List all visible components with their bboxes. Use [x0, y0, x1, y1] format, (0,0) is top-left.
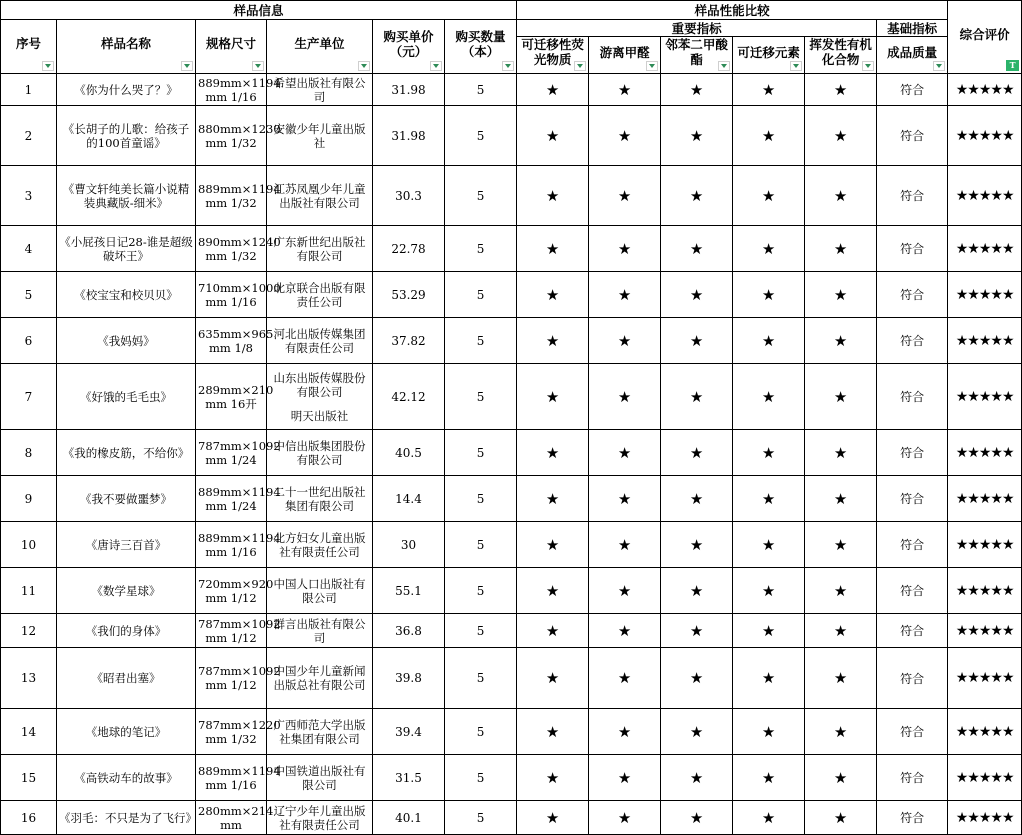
cell-phthalate-star[interactable]: ★ — [661, 614, 733, 648]
table-row[interactable] — [1, 568, 1022, 614]
cell-size[interactable]: 787mm×1092 mm 1/12 — [196, 614, 267, 648]
cell-size[interactable]: 890mm×1240 mm 1/32 — [196, 226, 267, 272]
cell-rating-stars[interactable]: ★★★★★ — [948, 755, 1022, 801]
cell-voc-star[interactable]: ★ — [805, 614, 877, 648]
cell-rating-stars[interactable]: ★★★★★ — [948, 568, 1022, 614]
cell-qty[interactable]: 5 — [445, 568, 517, 614]
cell-size[interactable]: 889mm×1194 mm 1/16 — [196, 755, 267, 801]
cell-size[interactable]: 710mm×1000 mm 1/16 — [196, 272, 267, 318]
cell-seq[interactable]: 6 — [1, 318, 57, 364]
cell-qty[interactable]: 5 — [445, 614, 517, 648]
cell-qty[interactable]: 5 — [445, 364, 517, 430]
cell-seq[interactable]: 16 — [1, 801, 57, 835]
cell-migrate-star[interactable]: ★ — [733, 272, 805, 318]
table-row[interactable] — [1, 709, 1022, 755]
cell-price[interactable]: 36.8 — [373, 614, 445, 648]
cell-migrate-star[interactable]: ★ — [733, 226, 805, 272]
cell-size[interactable]: 880mm×1230 mm 1/32 — [196, 106, 267, 166]
cell-price[interactable]: 31.5 — [373, 755, 445, 801]
cell-name[interactable]: 《我的橡皮筋，不给你》 — [57, 430, 196, 476]
col-phthalate[interactable] — [661, 37, 733, 74]
cell-producer[interactable] — [267, 226, 373, 272]
cell-seq[interactable]: 10 — [1, 522, 57, 568]
cell-phthalate-star[interactable]: ★ — [661, 226, 733, 272]
cell-name[interactable]: 《数学星球》 — [57, 568, 196, 614]
cell-seq[interactable]: 3 — [1, 166, 57, 226]
table-row[interactable] — [1, 272, 1022, 318]
cell-fluor-star[interactable]: ★ — [517, 106, 589, 166]
cell-migrate-star[interactable]: ★ — [733, 614, 805, 648]
cell-producer[interactable] — [267, 364, 373, 430]
group-important: 重要指标 — [517, 20, 877, 37]
filter-dropdown-icon[interactable] — [862, 61, 874, 71]
col-phthalate-label: 邻苯二甲酸酯 — [665, 37, 728, 67]
cell-name[interactable]: 《我们的身体》 — [57, 614, 196, 648]
col-voc-label: 挥发性有机化合物 — [809, 37, 872, 67]
cell-fluor-star[interactable]: ★ — [517, 430, 589, 476]
cell-quality[interactable]: 符合 — [877, 614, 948, 648]
cell-producer-text: 山东出版传媒股份有限公司 — [273, 370, 366, 399]
cell-producer[interactable] — [267, 106, 373, 166]
cell-producer[interactable] — [267, 166, 373, 226]
col-size[interactable] — [196, 20, 267, 74]
cell-producer[interactable] — [267, 614, 373, 648]
cell-rating-stars[interactable]: ★★★★★ — [948, 614, 1022, 648]
cell-producer-text: 中信出版集团股份有限公司 — [273, 438, 366, 467]
col-qty-label: 购买数量（本） — [455, 28, 506, 59]
cell-migrate-star[interactable]: ★ — [733, 648, 805, 709]
col-fluor-label: 可迁移性荧光物质 — [521, 37, 584, 67]
filter-dropdown-icon[interactable] — [646, 61, 658, 71]
table-body — [1, 74, 1022, 835]
cell-fluor-star[interactable]: ★ — [517, 166, 589, 226]
col-quality-label: 成品质量 — [887, 44, 938, 60]
cell-fluor-star[interactable]: ★ — [517, 755, 589, 801]
group-sample-info: 样品信息 — [1, 1, 517, 20]
cell-fluor-star[interactable]: ★ — [517, 522, 589, 568]
cell-producer[interactable] — [267, 522, 373, 568]
cell-phthalate-star[interactable]: ★ — [661, 430, 733, 476]
cell-price[interactable]: 22.78 — [373, 226, 445, 272]
cell-voc-star[interactable]: ★ — [805, 318, 877, 364]
cell-phthalate-star[interactable]: ★ — [661, 648, 733, 709]
cell-formal-star[interactable]: ★ — [589, 74, 661, 106]
col-migrate[interactable] — [733, 37, 805, 74]
cell-seq[interactable]: 9 — [1, 476, 57, 522]
cell-rating-stars[interactable]: ★★★★★ — [948, 648, 1022, 709]
cell-size[interactable]: 889mm×1194 mm 1/24 — [196, 476, 267, 522]
filter-dropdown-icon[interactable] — [933, 61, 945, 71]
cell-producer[interactable] — [267, 430, 373, 476]
cell-qty[interactable]: 5 — [445, 74, 517, 106]
cell-producer-extra: 明天出版社 — [290, 408, 349, 423]
cell-voc-star[interactable]: ★ — [805, 364, 877, 430]
col-name-label: 样品名称 — [100, 36, 151, 51]
cell-seq[interactable]: 5 — [1, 272, 57, 318]
col-overall-label: 综合评价 — [959, 26, 1010, 42]
col-overall[interactable] — [948, 1, 1022, 74]
cell-phthalate-star[interactable]: ★ — [661, 801, 733, 835]
cell-quality[interactable]: 符合 — [877, 801, 948, 835]
table-row[interactable] — [1, 106, 1022, 166]
cell-size[interactable]: 787mm×1092 mm 1/12 — [196, 648, 267, 709]
filter-dropdown-icon[interactable] — [42, 61, 54, 71]
cell-qty[interactable]: 5 — [445, 318, 517, 364]
cell-formal-star[interactable]: ★ — [589, 614, 661, 648]
cell-producer-text: 中国人口出版社有限公司 — [273, 576, 366, 605]
cell-size[interactable]: 720mm×920 mm 1/12 — [196, 568, 267, 614]
cell-price[interactable]: 39.4 — [373, 709, 445, 755]
cell-phthalate-star[interactable]: ★ — [661, 74, 733, 106]
cell-producer-text: 河北出版传媒集团有限责任公司 — [273, 326, 366, 355]
cell-producer-text: 江苏凤凰少年儿童出版社有限公司 — [273, 181, 366, 210]
col-fluor[interactable] — [517, 37, 589, 74]
cell-quality[interactable]: 符合 — [877, 430, 948, 476]
cell-fluor-star[interactable]: ★ — [517, 318, 589, 364]
cell-voc-star[interactable]: ★ — [805, 106, 877, 166]
cell-producer-text: 中国铁道出版社有限公司 — [273, 763, 366, 792]
cell-name[interactable]: 《校宝宝和校贝贝》 — [57, 272, 196, 318]
cell-migrate-star[interactable]: ★ — [733, 430, 805, 476]
cell-quality[interactable]: 符合 — [877, 106, 948, 166]
table-row[interactable] — [1, 614, 1022, 648]
cell-phthalate-star[interactable]: ★ — [661, 166, 733, 226]
col-seq-label: 序号 — [15, 36, 41, 51]
cell-migrate-star[interactable]: ★ — [733, 106, 805, 166]
cell-qty[interactable]: 5 — [445, 709, 517, 755]
col-producer[interactable] — [267, 20, 373, 74]
cell-producer[interactable] — [267, 709, 373, 755]
cell-size[interactable]: 787mm×1092 mm 1/24 — [196, 430, 267, 476]
cell-voc-star[interactable]: ★ — [805, 226, 877, 272]
cell-size[interactable]: 787mm×1220 mm 1/32 — [196, 709, 267, 755]
cell-voc-star[interactable]: ★ — [805, 568, 877, 614]
cell-price[interactable]: 53.29 — [373, 272, 445, 318]
cell-formal-star[interactable]: ★ — [589, 755, 661, 801]
cell-producer[interactable] — [267, 755, 373, 801]
cell-rating-stars[interactable]: ★★★★★ — [948, 226, 1022, 272]
cell-name[interactable]: 《你为什么哭了？》 — [57, 74, 196, 106]
cell-voc-star[interactable]: ★ — [805, 801, 877, 835]
cell-name[interactable]: 《小屁孩日记28-谁是超级破坏王》 — [57, 226, 196, 272]
cell-producer-text: 辽宁少年儿童出版社有限责任公司 — [273, 803, 366, 832]
col-price[interactable] — [373, 20, 445, 74]
cell-size[interactable]: 889mm×1194 mm 1/16 — [196, 522, 267, 568]
cell-rating-stars[interactable]: ★★★★★ — [948, 801, 1022, 835]
cell-producer-text: 安徽少年儿童出版社 — [273, 121, 366, 150]
col-name[interactable] — [57, 20, 196, 74]
table-row[interactable] — [1, 801, 1022, 835]
filter-dropdown-icon[interactable] — [430, 61, 442, 71]
cell-qty[interactable]: 5 — [445, 801, 517, 835]
cell-rating-stars[interactable]: ★★★★★ — [948, 272, 1022, 318]
cell-seq[interactable]: 14 — [1, 709, 57, 755]
cell-price[interactable]: 39.8 — [373, 648, 445, 709]
cell-voc-star[interactable]: ★ — [805, 709, 877, 755]
cell-phthalate-star[interactable]: ★ — [661, 709, 733, 755]
cell-voc-star[interactable]: ★ — [805, 166, 877, 226]
cell-formal-star[interactable]: ★ — [589, 364, 661, 430]
cell-phthalate-star[interactable]: ★ — [661, 522, 733, 568]
cell-quality[interactable]: 符合 — [877, 318, 948, 364]
cell-rating-stars[interactable]: ★★★★★ — [948, 709, 1022, 755]
cell-price[interactable]: 31.98 — [373, 106, 445, 166]
col-size-label: 规格尺寸 — [205, 36, 256, 51]
cell-formal-star[interactable]: ★ — [589, 568, 661, 614]
cell-formal-star[interactable]: ★ — [589, 430, 661, 476]
cell-name[interactable]: 《好饿的毛毛虫》 — [57, 364, 196, 430]
cell-qty[interactable]: 5 — [445, 272, 517, 318]
cell-name[interactable]: 《唐诗三百首》 — [57, 522, 196, 568]
table-row[interactable] — [1, 755, 1022, 801]
cell-seq[interactable]: 8 — [1, 430, 57, 476]
cell-phthalate-star[interactable]: ★ — [661, 106, 733, 166]
cell-quality[interactable]: 符合 — [877, 364, 948, 430]
cell-rating-stars[interactable]: ★★★★★ — [948, 318, 1022, 364]
cell-formal-star[interactable]: ★ — [589, 522, 661, 568]
cell-formal-star[interactable]: ★ — [589, 166, 661, 226]
cell-qty[interactable]: 5 — [445, 755, 517, 801]
cell-name[interactable]: 《我不要做噩梦》 — [57, 476, 196, 522]
cell-formal-star[interactable]: ★ — [589, 272, 661, 318]
cell-fluor-star[interactable]: ★ — [517, 709, 589, 755]
cell-rating-stars[interactable]: ★★★★★ — [948, 74, 1022, 106]
cell-quality[interactable]: 符合 — [877, 272, 948, 318]
cell-rating-stars[interactable]: ★★★★★ — [948, 166, 1022, 226]
cell-producer-text: 北京联合出版有限责任公司 — [273, 280, 366, 309]
cell-qty[interactable]: 5 — [445, 648, 517, 709]
table-row[interactable] — [1, 74, 1022, 106]
cell-producer[interactable] — [267, 272, 373, 318]
cell-phthalate-star[interactable]: ★ — [661, 272, 733, 318]
filter-dropdown-icon[interactable] — [574, 61, 586, 71]
cell-price[interactable]: 40.1 — [373, 801, 445, 835]
cell-price[interactable]: 55.1 — [373, 568, 445, 614]
cell-quality[interactable]: 符合 — [877, 648, 948, 709]
table-row[interactable] — [1, 522, 1022, 568]
cell-rating-stars[interactable]: ★★★★★ — [948, 106, 1022, 166]
cell-producer[interactable] — [267, 568, 373, 614]
cell-rating-stars[interactable]: ★★★★★ — [948, 476, 1022, 522]
cell-voc-star[interactable]: ★ — [805, 74, 877, 106]
cell-quality[interactable]: 符合 — [877, 755, 948, 801]
cell-migrate-star[interactable]: ★ — [733, 709, 805, 755]
cell-seq[interactable]: 15 — [1, 755, 57, 801]
table-row[interactable] — [1, 166, 1022, 226]
cell-phthalate-star[interactable]: ★ — [661, 476, 733, 522]
filter-dropdown-icon[interactable] — [502, 61, 514, 71]
cell-price[interactable]: 40.5 — [373, 430, 445, 476]
cell-phthalate-star[interactable]: ★ — [661, 364, 733, 430]
col-producer-label: 生产单位 — [294, 36, 345, 51]
cell-quality[interactable]: 符合 — [877, 522, 948, 568]
col-voc[interactable] — [805, 37, 877, 74]
filter-dropdown-icon[interactable] — [718, 61, 730, 71]
cell-producer-text: 群言出版社有限公司 — [273, 616, 366, 645]
cell-migrate-star[interactable]: ★ — [733, 755, 805, 801]
cell-rating-stars[interactable]: ★★★★★ — [948, 364, 1022, 430]
cell-producer-text: 中国少年儿童新闻出版总社有限公司 — [273, 664, 366, 692]
cell-producer-text: 北方妇女儿童出版社有限责任公司 — [273, 530, 366, 559]
cell-fluor-star[interactable]: ★ — [517, 614, 589, 648]
cell-fluor-star[interactable]: ★ — [517, 364, 589, 430]
filter-active-icon[interactable]: T — [1006, 60, 1019, 71]
cell-size[interactable]: 280mm×214 mm — [196, 801, 267, 835]
cell-fluor-star[interactable]: ★ — [517, 568, 589, 614]
cell-name[interactable]: 《昭君出塞》 — [57, 648, 196, 709]
cell-fluor-star[interactable]: ★ — [517, 801, 589, 835]
cell-size[interactable]: 635mm×965 mm 1/8 — [196, 318, 267, 364]
cell-producer[interactable] — [267, 801, 373, 835]
cell-price[interactable]: 30 — [373, 522, 445, 568]
col-seq[interactable] — [1, 20, 57, 74]
cell-phthalate-star[interactable]: ★ — [661, 568, 733, 614]
cell-fluor-star[interactable]: ★ — [517, 648, 589, 709]
cell-formal-star[interactable]: ★ — [589, 476, 661, 522]
filter-dropdown-icon[interactable] — [790, 61, 802, 71]
cell-fluor-star[interactable]: ★ — [517, 226, 589, 272]
cell-migrate-star[interactable]: ★ — [733, 364, 805, 430]
cell-voc-star[interactable]: ★ — [805, 430, 877, 476]
cell-seq[interactable]: 2 — [1, 106, 57, 166]
cell-formal-star[interactable]: ★ — [589, 106, 661, 166]
cell-quality[interactable]: 符合 — [877, 709, 948, 755]
cell-voc-star[interactable]: ★ — [805, 522, 877, 568]
cell-size[interactable]: 289mm×210 mm 16开 — [196, 364, 267, 430]
group-basic: 基础指标 — [877, 20, 948, 37]
group-performance: 样品性能比较 — [517, 1, 948, 20]
cell-quality[interactable]: 符合 — [877, 74, 948, 106]
cell-migrate-star[interactable]: ★ — [733, 318, 805, 364]
col-formal-label: 游离甲醛 — [599, 44, 650, 60]
cell-phthalate-star[interactable]: ★ — [661, 755, 733, 801]
cell-price[interactable]: 42.12 — [373, 364, 445, 430]
cell-formal-star[interactable]: ★ — [589, 709, 661, 755]
cell-seq[interactable]: 4 — [1, 226, 57, 272]
cell-price[interactable]: 37.82 — [373, 318, 445, 364]
cell-seq[interactable]: 13 — [1, 648, 57, 709]
cell-migrate-star[interactable]: ★ — [733, 166, 805, 226]
col-formal[interactable] — [589, 37, 661, 74]
cell-size[interactable]: 889mm×1194 mm 1/32 — [196, 166, 267, 226]
cell-seq[interactable]: 12 — [1, 614, 57, 648]
cell-voc-star[interactable]: ★ — [805, 272, 877, 318]
cell-producer-text: 广东新世纪出版社有限公司 — [273, 234, 366, 263]
table-row[interactable] — [1, 430, 1022, 476]
cell-seq[interactable]: 11 — [1, 568, 57, 614]
cell-migrate-star[interactable]: ★ — [733, 801, 805, 835]
col-quality[interactable] — [877, 37, 948, 74]
cell-quality[interactable]: 符合 — [877, 166, 948, 226]
cell-size[interactable]: 889mm×1194 mm 1/16 — [196, 74, 267, 106]
cell-producer[interactable] — [267, 648, 373, 709]
cell-fluor-star[interactable]: ★ — [517, 272, 589, 318]
filter-dropdown-icon[interactable] — [181, 61, 193, 71]
cell-name[interactable]: 《地球的笔记》 — [57, 709, 196, 755]
cell-producer-text: 希望出版社有限公司 — [273, 75, 366, 104]
cell-qty[interactable]: 5 — [445, 166, 517, 226]
cell-producer-text: 二十一世纪出版社集团有限公司 — [273, 484, 366, 513]
cell-price[interactable]: 30.3 — [373, 166, 445, 226]
cell-migrate-star[interactable]: ★ — [733, 522, 805, 568]
cell-migrate-star[interactable]: ★ — [733, 74, 805, 106]
cell-migrate-star[interactable]: ★ — [733, 476, 805, 522]
cell-qty[interactable]: 5 — [445, 106, 517, 166]
cell-voc-star[interactable]: ★ — [805, 755, 877, 801]
cell-name[interactable]: 《羽毛：不只是为了飞行》 — [57, 801, 196, 835]
cell-formal-star[interactable]: ★ — [589, 226, 661, 272]
cell-producer[interactable] — [267, 74, 373, 106]
cell-rating-stars[interactable]: ★★★★★ — [948, 430, 1022, 476]
cell-voc-star[interactable]: ★ — [805, 648, 877, 709]
cell-qty[interactable]: 5 — [445, 430, 517, 476]
filter-dropdown-icon[interactable] — [252, 61, 264, 71]
cell-quality[interactable]: 符合 — [877, 226, 948, 272]
cell-phthalate-star[interactable]: ★ — [661, 318, 733, 364]
cell-qty[interactable]: 5 — [445, 476, 517, 522]
filter-dropdown-icon[interactable] — [358, 61, 370, 71]
cell-quality[interactable]: 符合 — [877, 476, 948, 522]
cell-producer[interactable] — [267, 476, 373, 522]
cell-name[interactable]: 《曹文轩纯美长篇小说精装典藏版-细米》 — [57, 166, 196, 226]
col-qty[interactable] — [445, 20, 517, 74]
cell-price[interactable]: 14.4 — [373, 476, 445, 522]
cell-quality[interactable]: 符合 — [877, 568, 948, 614]
cell-seq[interactable]: 1 — [1, 74, 57, 106]
cell-producer[interactable] — [267, 318, 373, 364]
cell-qty[interactable]: 5 — [445, 522, 517, 568]
col-price-label: 购买单价（元） — [383, 28, 434, 59]
cell-qty[interactable]: 5 — [445, 226, 517, 272]
cell-formal-star[interactable]: ★ — [589, 801, 661, 835]
cell-formal-star[interactable]: ★ — [589, 648, 661, 709]
cell-producer-text: 广西师范大学出版社集团有限公司 — [273, 717, 366, 746]
col-migrate-label: 可迁移元素 — [737, 44, 800, 60]
cell-fluor-star[interactable]: ★ — [517, 476, 589, 522]
cell-formal-star[interactable]: ★ — [589, 318, 661, 364]
cell-name[interactable]: 《我妈妈》 — [57, 318, 196, 364]
cell-seq[interactable]: 7 — [1, 364, 57, 430]
table-row[interactable] — [1, 226, 1022, 272]
cell-name[interactable]: 《长胡子的儿歌：给孩子的100首童谣》 — [57, 106, 196, 166]
cell-fluor-star[interactable]: ★ — [517, 74, 589, 106]
table-row[interactable] — [1, 476, 1022, 522]
table-row[interactable] — [1, 318, 1022, 364]
cell-price[interactable]: 31.98 — [373, 74, 445, 106]
table-row[interactable] — [1, 648, 1022, 709]
table-row[interactable] — [1, 364, 1022, 430]
cell-migrate-star[interactable]: ★ — [733, 568, 805, 614]
cell-voc-star[interactable]: ★ — [805, 476, 877, 522]
cell-name[interactable]: 《高铁动车的故事》 — [57, 755, 196, 801]
cell-rating-stars[interactable]: ★★★★★ — [948, 522, 1022, 568]
